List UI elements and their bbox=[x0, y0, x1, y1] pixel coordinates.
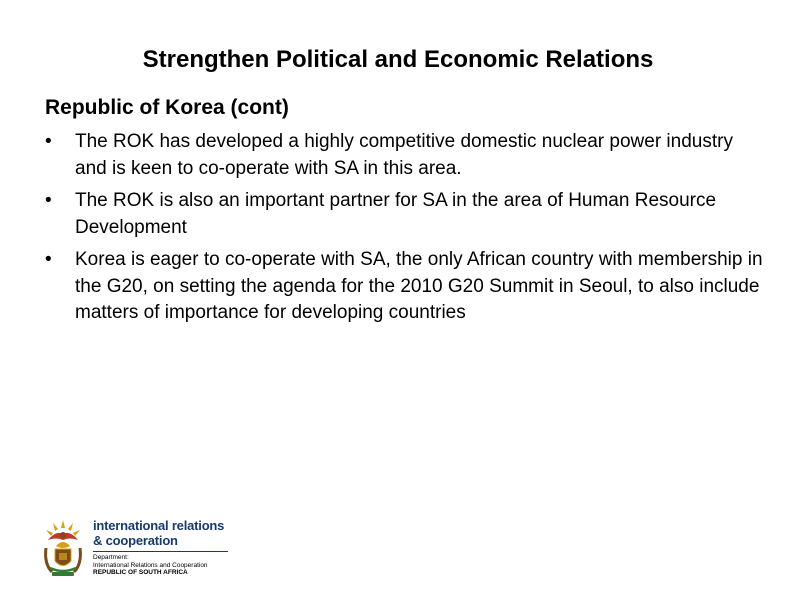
coat-of-arms-icon bbox=[38, 516, 88, 578]
slide-title: Strengthen Political and Economic Relations bbox=[142, 46, 654, 73]
bullet-marker: • bbox=[45, 190, 52, 211]
logo-dept-name: International Relations and Cooperation bbox=[93, 561, 208, 569]
logo-text bbox=[93, 518, 243, 577]
logo-divider bbox=[93, 551, 228, 552]
bullet-item bbox=[45, 129, 765, 182]
bullet-text: The ROK is also an important partner for SA in the area of Human Resource Development bbox=[75, 190, 717, 238]
dirco-logo bbox=[38, 516, 238, 578]
logo-country: REPUBLIC OF SOUTH AFRICA bbox=[93, 569, 188, 576]
logo-line2: & cooperation bbox=[93, 533, 178, 548]
bullet-item bbox=[45, 247, 765, 327]
bullet-text: Korea is eager to co-operate with SA, the only African country with membership in the G20, on setting the agenda for the 2010 G20 Summit in Seoul, to also include matters of importance for developing countries bbox=[75, 249, 763, 323]
logo-line1: international relations bbox=[93, 518, 225, 533]
bullet-text: The ROK has developed a highly competitive domestic nuclear power industry and is keen to co-operate with SA in this area. bbox=[75, 131, 733, 179]
logo-dept-label: Department: bbox=[93, 554, 129, 561]
bullet-marker: • bbox=[45, 131, 52, 152]
bullet-item bbox=[45, 188, 765, 241]
bullet-marker: • bbox=[45, 249, 52, 270]
bullet-list bbox=[45, 129, 765, 333]
slide-subtitle: Republic of Korea (cont) bbox=[45, 96, 289, 119]
